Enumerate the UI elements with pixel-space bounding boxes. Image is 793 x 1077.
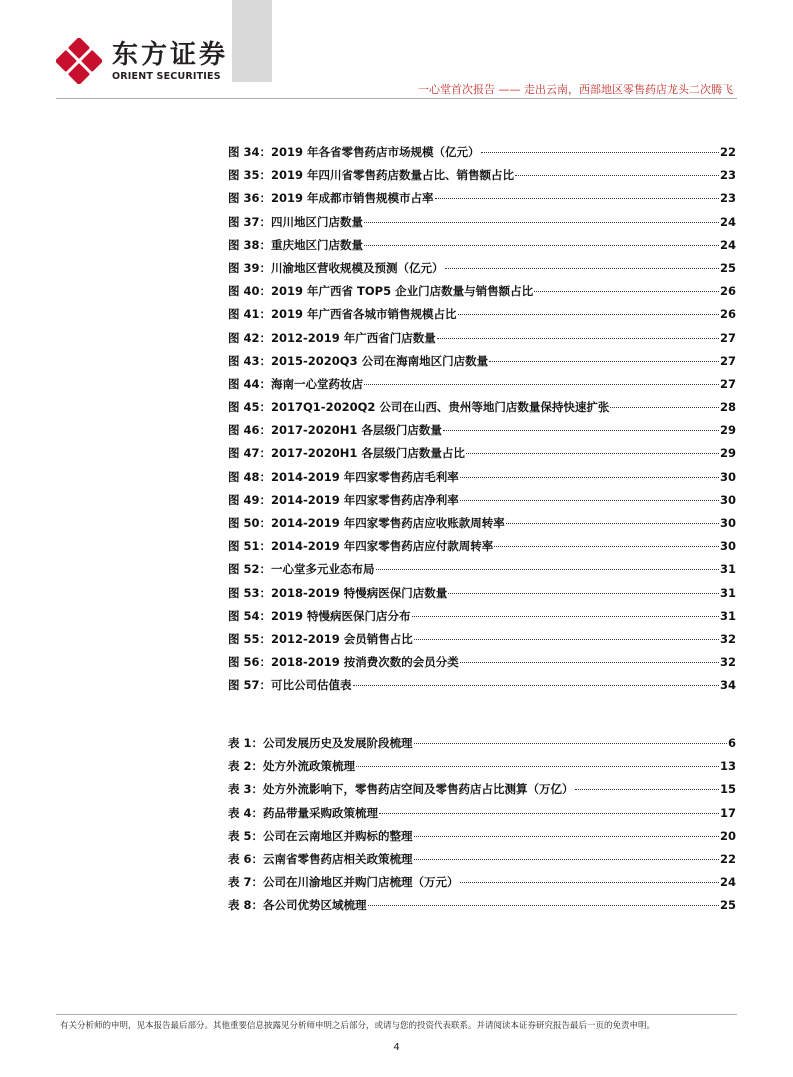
figure-toc-entry-label: 图 48：2014-2019 年四家零售药店毛利率 [228, 469, 459, 484]
table-toc-entry-label: 表 5：公司在云南地区并购标的整理 [228, 828, 413, 843]
dot-leader [414, 639, 719, 640]
figure-toc-entry-page: 26 [719, 284, 736, 299]
figure-toc-entry-page: 25 [719, 260, 736, 275]
header-divider [56, 98, 737, 99]
figure-toc-entry[interactable] [228, 167, 736, 190]
dot-leader [435, 198, 719, 199]
figure-toc-entry-label: 图 38：重庆地区门店数量 [228, 237, 364, 252]
figure-toc-entry[interactable] [228, 144, 736, 167]
dot-leader [437, 338, 719, 339]
figure-toc-entry-label: 图 40：2019 年广西省 TOP5 企业门店数量与销售额占比 [228, 284, 534, 299]
figure-toc-entry-label: 图 57：可比公司估值表 [228, 678, 352, 693]
figure-toc-entry-page: 22 [719, 145, 736, 159]
dot-leader [494, 546, 719, 547]
table-toc-entry-label: 表 1：公司发展历史及发展阶段梳理 [228, 736, 413, 750]
table-toc-entry-page: 22 [719, 851, 736, 866]
figure-toc-entry-label: 图 43：2015-2020Q3 公司在海南地区门店数量 [228, 353, 489, 368]
figure-toc-entry-page: 23 [719, 168, 736, 183]
dot-leader [481, 152, 719, 153]
figures-toc [228, 144, 736, 701]
figure-toc-entry[interactable] [228, 260, 736, 283]
table-toc-entry-page: 6 [727, 736, 736, 750]
figure-toc-entry-label: 图 56：2018-2019 按消费次数的会员分类 [228, 655, 459, 670]
figure-toc-entry[interactable] [228, 561, 736, 584]
page-number: 4 [393, 1042, 400, 1053]
figure-toc-entry[interactable] [228, 422, 736, 445]
dot-leader [460, 882, 719, 883]
figure-toc-entry-page: 24 [719, 237, 736, 252]
table-toc-entry-label: 表 7：公司在川渝地区并购门店梳理（万元） [228, 875, 459, 890]
figure-toc-entry[interactable] [228, 376, 736, 399]
logo-mark-icon [56, 38, 102, 84]
table-toc-entry[interactable] [228, 828, 736, 851]
dot-leader [506, 523, 719, 524]
table-toc-entry[interactable] [228, 758, 736, 781]
dot-leader [376, 569, 719, 570]
figure-toc-entry-page: 30 [719, 539, 736, 554]
figure-toc-entry[interactable] [228, 585, 736, 608]
figure-toc-entry-label: 图 44：海南一心堂药妆店 [228, 376, 364, 391]
dot-leader [414, 743, 727, 744]
table-toc-entry-page: 25 [719, 898, 736, 913]
figure-toc-entry-page: 30 [719, 516, 736, 530]
dot-leader [364, 222, 719, 223]
dot-leader [575, 789, 719, 790]
figure-toc-entry[interactable] [228, 608, 736, 631]
figure-toc-entry-label: 图 45：2017Q1-2020Q2 公司在山西、贵州等地门店数量保持快速扩张 [228, 400, 610, 415]
table-toc-entry-label: 表 8：各公司优势区域梳理 [228, 898, 367, 913]
table-toc-entry-page: 17 [719, 805, 736, 820]
figure-toc-entry[interactable] [228, 677, 736, 700]
figure-toc-entry-label: 图 49：2014-2019 年四家零售药店净利率 [228, 492, 459, 507]
report-header-title: 一心堂首次报告 —— 走出云南，西部地区零售药店龙头二次腾飞 [418, 83, 733, 96]
figure-toc-entry[interactable] [228, 515, 736, 538]
dot-leader [448, 593, 719, 594]
dot-leader [364, 245, 719, 246]
figure-toc-entry[interactable] [228, 237, 736, 260]
figure-toc-entry-page: 31 [719, 585, 736, 600]
figure-toc-entry-label: 图 54：2019 特慢病医保门店分布 [228, 608, 411, 623]
figure-toc-entry-page: 30 [719, 469, 736, 484]
figure-toc-entry-page: 24 [719, 214, 736, 229]
figure-toc-entry-label: 图 37：四川地区门店数量 [228, 214, 364, 229]
table-toc-entry-page: 13 [719, 759, 736, 774]
figure-toc-entry-label: 图 46：2017-2020H1 各层级门店数量 [228, 423, 442, 438]
table-toc-entry-page: 20 [719, 828, 736, 843]
figure-toc-entry[interactable] [228, 330, 736, 353]
dot-leader [414, 836, 719, 837]
figure-toc-entry-label: 图 53：2018-2019 特慢病医保门店数量 [228, 585, 448, 600]
analyst-disclaimer-note: 有关分析师的申明，见本报告最后部分。其他重要信息披露见分析师申明之后部分，或请与您的投资代表联系。并请阅读本证券研究报告最后一页的免责申明。 [60, 1021, 656, 1031]
figure-toc-entry-page: 29 [719, 446, 736, 461]
table-toc-entry-label: 表 3：处方外流影响下，零售药店空间及零售药店占比测算（万亿） [228, 782, 574, 797]
dot-leader [489, 361, 719, 362]
figure-toc-entry[interactable] [228, 445, 736, 468]
table-toc-entry-label: 表 6：云南省零售药店相关政策梳理 [228, 851, 413, 866]
table-toc-entry[interactable] [228, 897, 736, 920]
figure-toc-entry[interactable] [228, 469, 736, 492]
dot-leader [364, 384, 719, 385]
figure-toc-entry-page: 32 [719, 655, 736, 670]
dot-leader [460, 500, 719, 501]
figure-toc-entry[interactable] [228, 353, 736, 376]
figure-toc-entry-label: 图 35：2019 年四川省零售药店数量占比、销售额占比 [228, 168, 515, 183]
table-toc-entry-label: 表 2：处方外流政策梳理 [228, 759, 356, 774]
figure-toc-entry[interactable] [228, 306, 736, 329]
figure-toc-entry-label: 图 34：2019 年各省零售药店市场规模（亿元） [228, 145, 480, 159]
figure-toc-entry-page: 34 [719, 678, 736, 693]
figure-toc-entry-label: 图 52：一心堂多元业态布局 [228, 562, 375, 577]
figure-toc-entry-page: 27 [719, 353, 736, 368]
dot-leader [515, 175, 719, 176]
dot-leader [466, 453, 719, 454]
figure-toc-entry-page: 32 [719, 631, 736, 646]
table-toc-entry[interactable] [228, 805, 736, 828]
figure-toc-entry-page: 31 [719, 562, 736, 577]
table-toc-entry[interactable] [228, 781, 736, 804]
dot-leader [460, 662, 719, 663]
dot-leader [368, 905, 719, 906]
figure-toc-entry-page: 31 [719, 608, 736, 623]
figure-toc-entry[interactable] [228, 538, 736, 561]
figure-toc-entry-label: 图 50：2014-2019 年四家零售药店应收账款周转率 [228, 516, 505, 530]
figure-toc-entry[interactable] [228, 654, 736, 677]
figure-toc-entry-label: 图 51：2014-2019 年四家零售药店应付款周转率 [228, 539, 494, 554]
figure-toc-entry-page: 28 [719, 400, 736, 415]
figure-toc-entry-label: 图 36：2019 年成都市销售规模市占率 [228, 191, 434, 206]
table-toc-entry-page: 24 [719, 875, 736, 890]
logo-english-name: ORIENT SECURITIES [112, 71, 221, 82]
dot-leader [414, 859, 719, 860]
table-toc-entry[interactable] [228, 735, 736, 758]
footer-divider [56, 1014, 737, 1015]
logo-chinese-name: 东方证券 [112, 40, 229, 70]
dot-leader [356, 766, 719, 767]
figure-toc-entry[interactable] [228, 631, 736, 654]
figure-toc-entry-page: 29 [719, 423, 736, 438]
figure-toc-entry-page: 26 [719, 307, 736, 322]
dot-leader [443, 430, 719, 431]
dot-leader [534, 291, 719, 292]
dot-leader [458, 314, 719, 315]
figure-toc-entry[interactable] [228, 283, 736, 306]
orient-securities-logo [56, 38, 229, 88]
figure-toc-entry-label: 图 55：2012-2019 会员销售占比 [228, 631, 413, 646]
figure-toc-entry-label: 图 47：2017-2020H1 各层级门店数量占比 [228, 446, 465, 461]
table-toc-entry-page: 15 [719, 782, 736, 797]
table-toc-entry-label: 表 4：药品带量采购政策梳理 [228, 805, 379, 820]
figure-toc-entry[interactable] [228, 214, 736, 237]
dot-leader [610, 407, 719, 408]
dot-leader [412, 616, 719, 617]
figure-toc-entry-label: 图 42：2012-2019 年广西省门店数量 [228, 330, 436, 345]
figure-toc-entry-page: 27 [719, 330, 736, 345]
figure-toc-entry-page: 23 [719, 191, 736, 206]
dot-leader [460, 477, 719, 478]
table-toc-entry[interactable] [228, 851, 736, 874]
figure-toc-entry-label: 图 41：2019 年广西省各城市销售规模占比 [228, 307, 457, 322]
figure-toc-entry-page: 27 [719, 376, 736, 391]
dot-leader [379, 813, 719, 814]
dot-leader [353, 685, 719, 686]
figure-toc-entry-label: 图 39：川渝地区营收规模及预测（亿元） [228, 260, 444, 275]
table-toc-entry[interactable] [228, 874, 736, 897]
figure-toc-entry[interactable] [228, 492, 736, 515]
tables-toc [228, 735, 736, 921]
dot-leader [445, 268, 719, 269]
figure-toc-entry-page: 30 [719, 492, 736, 507]
figure-toc-entry[interactable] [228, 399, 736, 422]
figure-toc-entry[interactable] [228, 190, 736, 213]
header-gray-tab [232, 0, 272, 82]
